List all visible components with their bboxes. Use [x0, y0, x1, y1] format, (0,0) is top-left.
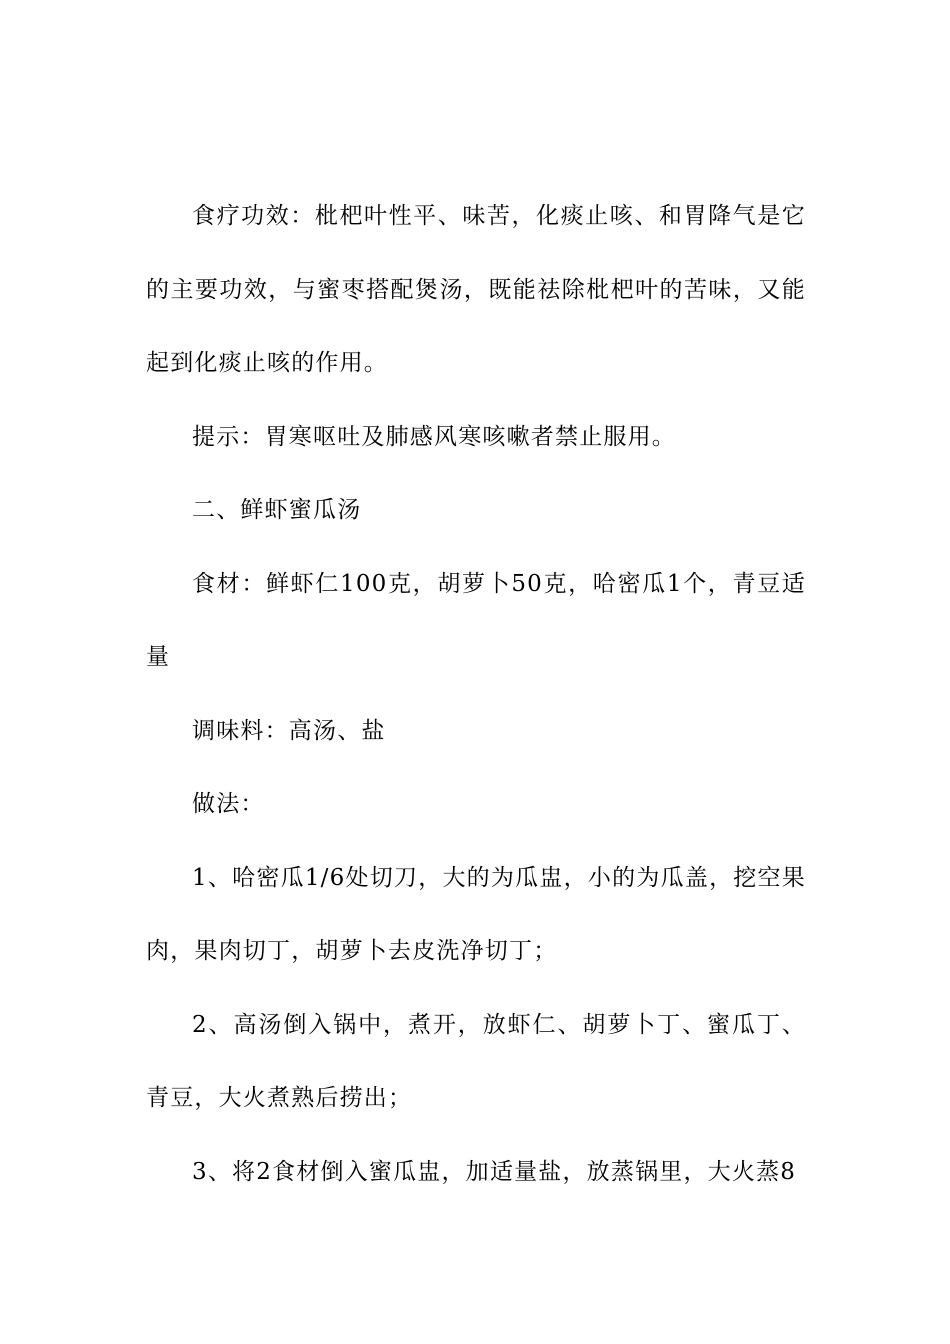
- paragraph-method-label: 做法：: [192, 791, 265, 817]
- paragraph-step-2: 2、高汤倒入锅中，煮开，放虾仁、胡萝卜丁、蜜瓜丁、青豆，大火煮熟后捞出；: [146, 1011, 806, 1111]
- paragraph-nutrition-benefits: 食疗功效：枇杷叶性平、味苦，化痰止咳、和胃降气是它的主要功效，与蜜枣搭配煲汤，既能祛除枇杷叶的苦味，又能起到化痰止咳的作用。: [146, 203, 806, 376]
- paragraph-tip: 提示：胃寒呕吐及肺感风寒咳嗽者禁止服用。: [192, 423, 676, 450]
- paragraph-seasoning: 调味料：高汤、盐: [192, 717, 386, 744]
- paragraph-step-1: 1、哈密瓜1/6处切刀，大的为瓜盅，小的为瓜盖，挖空果肉，果肉切丁，胡萝卜去皮洗净切丁；: [146, 864, 806, 964]
- paragraph-ingredients: 食材：鲜虾仁100克，胡萝卜50克，哈密瓜1个，青豆适量: [146, 570, 806, 670]
- document-body: [146, 198, 806, 1209]
- section-heading: 二、鲜虾蜜瓜汤: [192, 497, 362, 523]
- paragraph-step-3: 3、将2食材倒入蜜瓜盅，加适量盐，放蒸锅里，大火蒸8: [192, 1158, 797, 1185]
